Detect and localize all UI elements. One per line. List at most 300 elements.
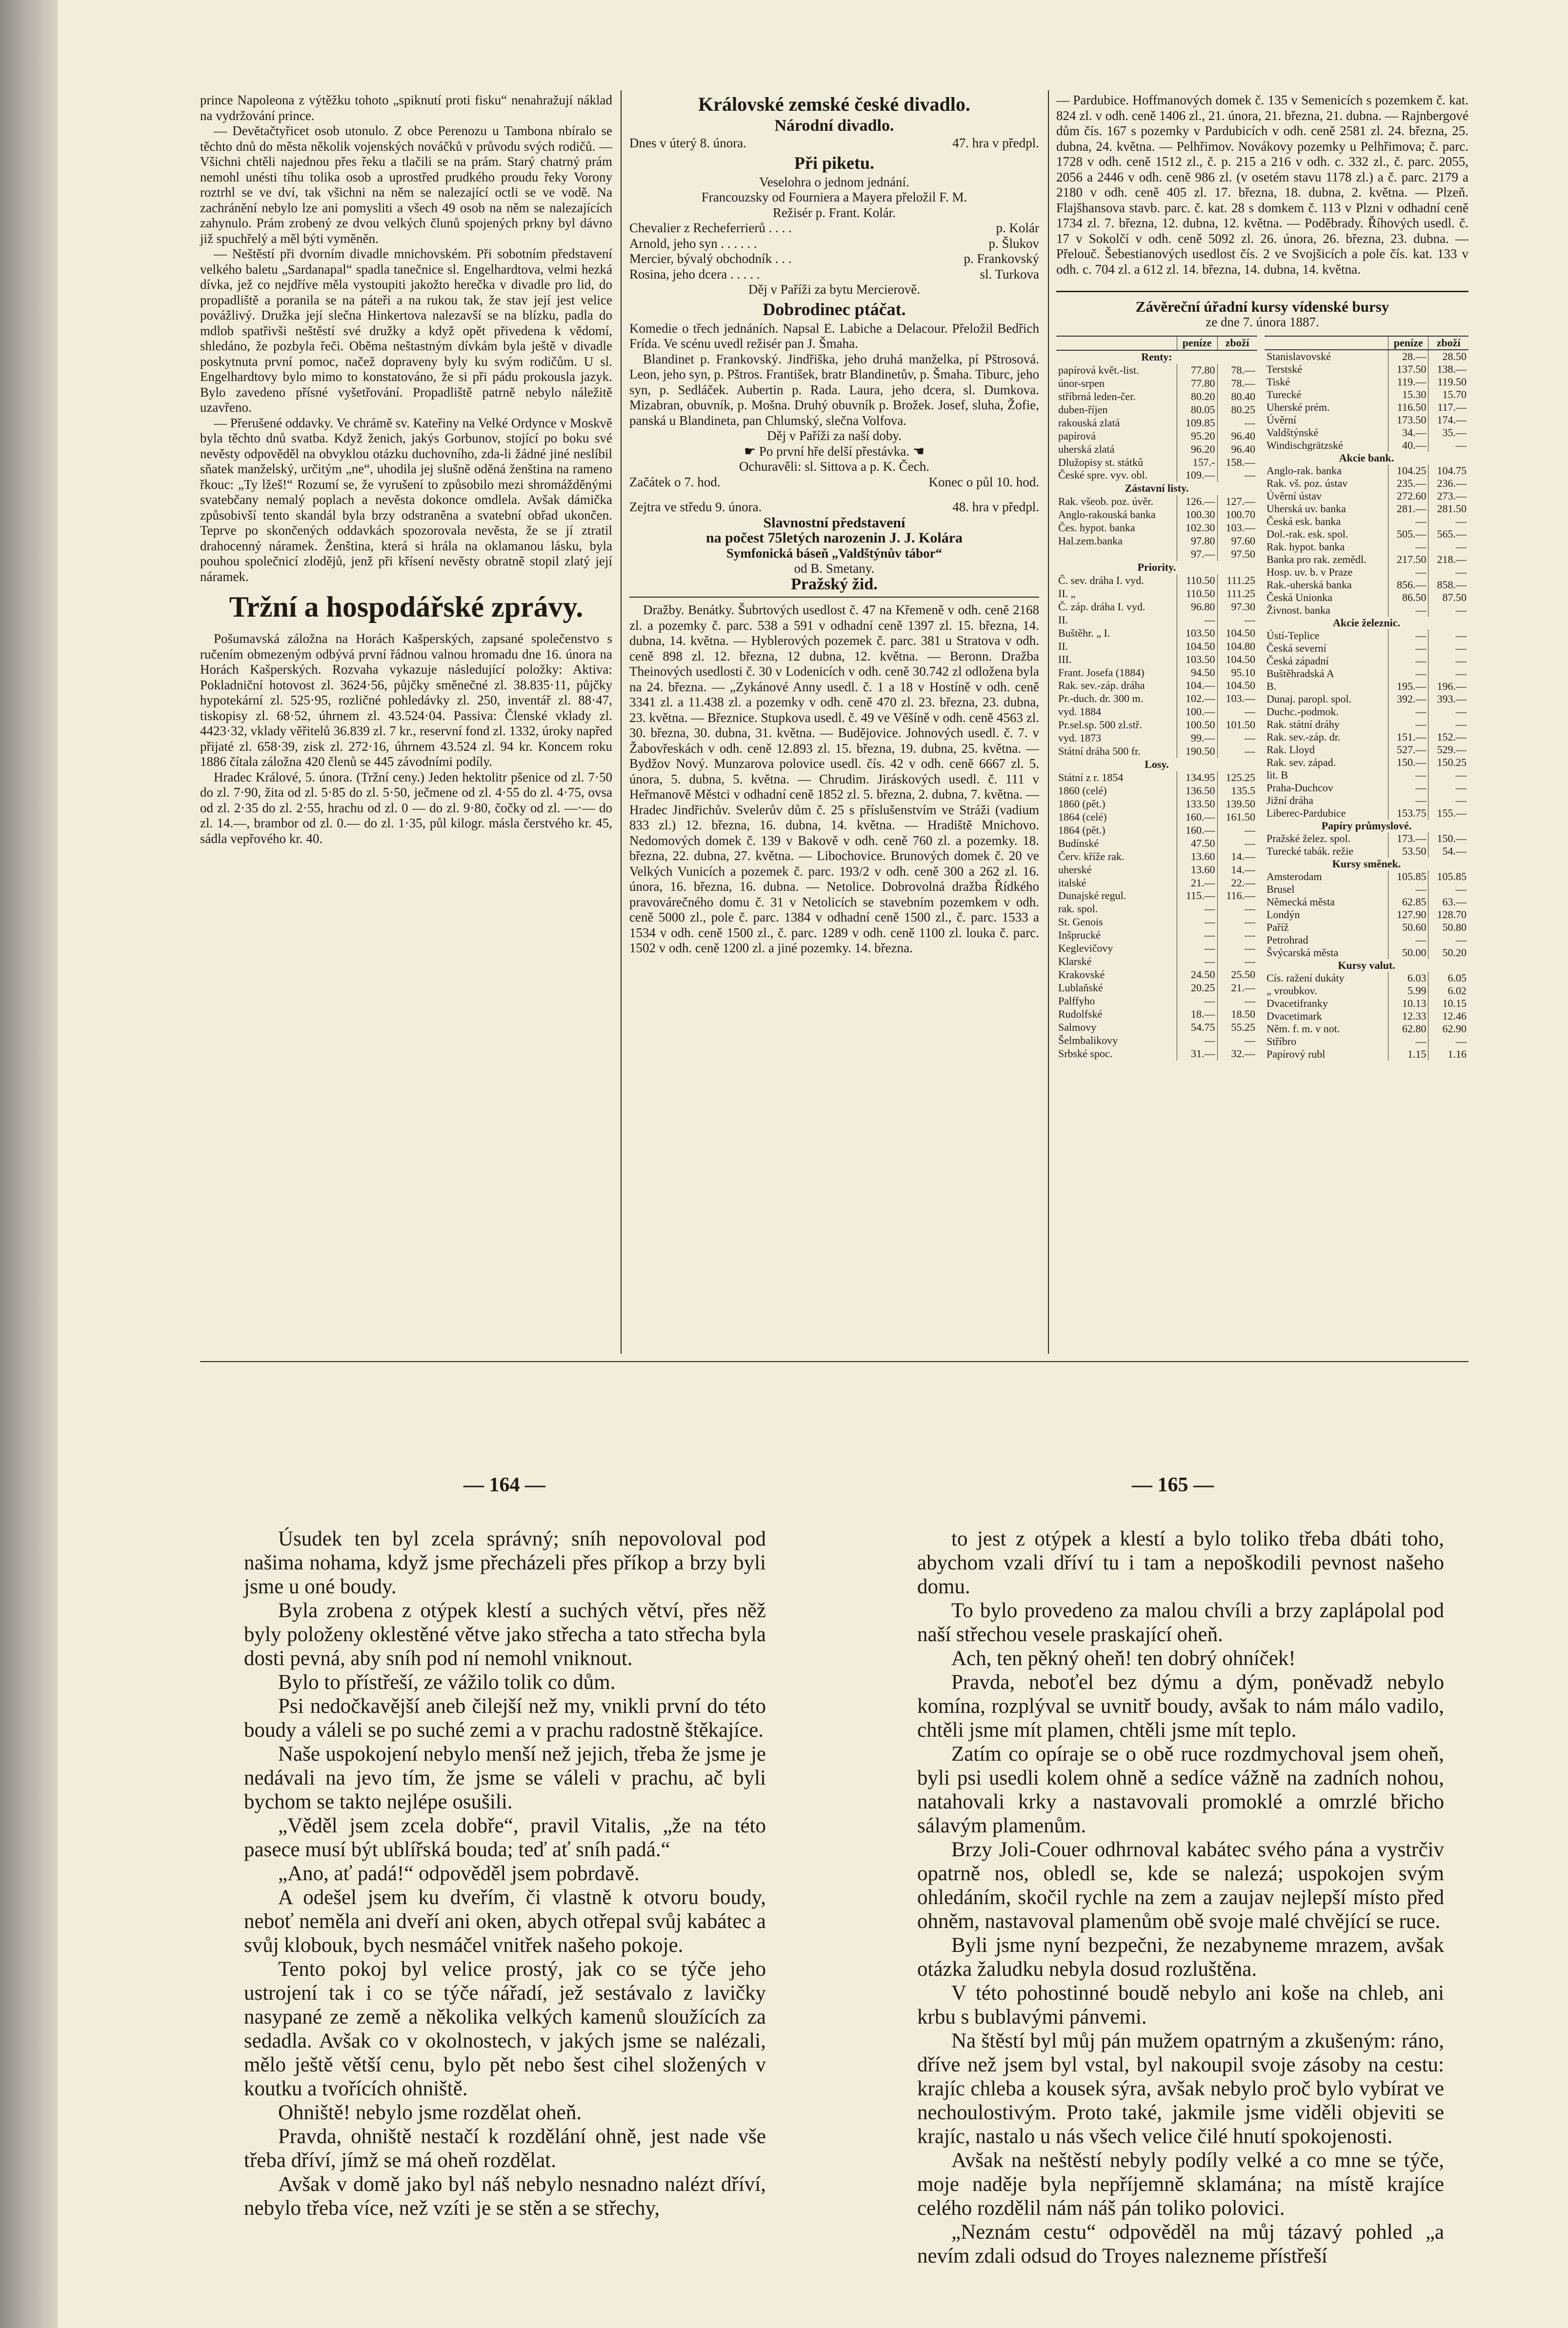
page-number-right: — 165 —: [1132, 1474, 1214, 1496]
book-paragraph: „Věděl jsem zcela dobře“, pravil Vitalis, „že na této pasece musí být ublířská bouda; teď ať sníh padá.“: [244, 1814, 766, 1861]
book-paragraph: Avšak v domě jako byl náš nebylo nesnadno nalézt dříví, nebylo třeba více, než vzíti je se stěn a se střechy,: [244, 2173, 766, 2220]
bourse-group-heading: Kursy směnek.: [1332, 858, 1401, 870]
book-paragraph: Bylo to přístřeší, ze vážilo tolik co dům.: [278, 1671, 616, 1694]
bourse-row: [1265, 921, 1468, 934]
book-page-right: [917, 1527, 1444, 2268]
bourse-money: 109.—: [1177, 469, 1217, 482]
bourse-money: —: [1388, 769, 1428, 782]
bourse-row: [1056, 995, 1257, 1008]
bourse-row: [1265, 883, 1468, 896]
bourse-name: Rak. sev.-záp. dráha: [1058, 679, 1145, 692]
bourse-row: [1265, 908, 1468, 921]
bourse-row: [1056, 508, 1257, 522]
bourse-name: Něm. f. m. v not.: [1266, 1023, 1340, 1035]
bourse-name: Turecké: [1266, 388, 1302, 401]
bourse-goods: —: [1428, 566, 1468, 579]
bourse-name: Stanislavovské: [1266, 350, 1331, 362]
bourse-name: Lublaňské: [1058, 982, 1103, 994]
bourse-money: 103.50: [1177, 627, 1217, 640]
bourse-name: Uherská uv. banka: [1266, 502, 1346, 515]
bourse-row: [1265, 604, 1468, 617]
bourse-name: Anglo-rakouská banka: [1058, 508, 1156, 521]
bourse-name: Londýn: [1266, 908, 1300, 921]
bourse-goods: 138.—: [1428, 363, 1468, 376]
bourse-goods: 117.—: [1428, 401, 1468, 414]
bourse-name: Turecké tabák. režie: [1266, 845, 1354, 857]
bourse-row: [1056, 601, 1257, 614]
bourse-row: [1056, 955, 1257, 968]
bourse-name: duben-říjen: [1058, 403, 1108, 416]
bourse-name: Rak.-uherská banka: [1266, 579, 1352, 591]
bourse-row: [1265, 629, 1468, 642]
news-paragraph-2: — Neštěstí při dvorním divadle mnichovském. Při sobotním představení velkého baletu „Sardanapal“ spadla tanečnice sl. Engelhardtova, velmi hezká dívka, jež co nejdříve měla vystoupiti jakožto herečka v divadle pro lid, do propadliště a poranila se na páteři a na rukou tak, že stav její jest velice povážlivý. Družka její slečna Hinkertova nalezavší se na blízku, padla do mdlob spatřivši neštěstí své družky a když opět přivedena k vědomí, shledáno, že pozbyla řeči. Oběma neštastným dívkám byla ještě v divadle poskytnuta první pomoc, načež dopraveny byly ku svým rodičům. U sl. Engelhardtovy bylo mimo to konstatováno, že si při pádu prokousla jazyk. Bylo zavedeno přísné vyšetřování. Propadliště patrně nebylo náležitě uzavřeno.: [200, 246, 612, 415]
bourse-goods: 119.50: [1428, 376, 1468, 388]
bourse-row: [1056, 942, 1257, 955]
bourse-name: Tiské: [1266, 376, 1290, 388]
bourse-name: 1864 (pět.): [1058, 823, 1106, 836]
bourse-row: [1056, 390, 1257, 403]
bourse-row: [1265, 680, 1468, 693]
bourse-goods: 103.—: [1217, 692, 1257, 705]
bourse-goods: 80.25: [1217, 403, 1257, 417]
bourse-row: [1056, 982, 1257, 995]
play-2-title: Dobrodinec ptáčat.: [763, 299, 906, 319]
bourse-goods: 14.—: [1217, 863, 1257, 877]
header-goods: zboží: [1428, 336, 1468, 350]
bourse-money: 94.50: [1177, 666, 1217, 680]
intermission-text: Po první hře delší přestávka.: [759, 443, 910, 459]
bourse-goods: 54.—: [1428, 845, 1468, 858]
bourse-name: Krakovské: [1058, 968, 1105, 981]
news-paragraph-0: prince Napoleona z výtěžku tohoto „spiknutí proti fisku“ nenahražují náklad na vydržování prince.: [200, 93, 612, 123]
bourse-goods: —: [1217, 955, 1257, 968]
bourse-name: Papírový rubl: [1266, 1048, 1326, 1060]
bourse-goods: —: [1428, 1035, 1468, 1048]
bourse-name: Terstské: [1266, 363, 1302, 375]
bourse-name: 1860 (pět.): [1058, 797, 1106, 810]
bourse-name: Čes. hypot. banka: [1058, 522, 1135, 534]
festive-play: Pražský žid.: [791, 575, 878, 593]
bourse-row: [1265, 997, 1468, 1010]
bourse-row: [1056, 443, 1257, 456]
bourse-row: [1056, 640, 1257, 653]
bourse-goods: —: [1428, 541, 1468, 553]
festive-occasion: na počest 75letých narozenin J. J. Kolára: [705, 530, 963, 546]
play-1-title: Při piketu.: [794, 153, 874, 173]
bourse-name: Valdštýnské: [1266, 426, 1319, 439]
bourse-name: Dunaj. paropl. spol.: [1266, 693, 1352, 705]
book-paragraph: Úsudek ten byl zcela správný; sníh nepovoloval pod našima nohama, když jsme přecházeli přes příkop a brzy byli jsme u oné boudy.: [244, 1527, 766, 1598]
bourse-group-heading: Papíry průmyslové.: [1321, 820, 1412, 832]
bourse-money: 100.—: [1177, 705, 1217, 719]
bourse-goods: —: [1428, 629, 1468, 642]
bourse-goods: —: [1428, 718, 1468, 731]
market-section-title: Tržní a hospodářské zprávy.: [229, 591, 583, 623]
bourse-goods: 236.—: [1428, 477, 1468, 490]
bourse-row: [1265, 617, 1468, 629]
bourse-name: Brusel: [1266, 883, 1295, 895]
cast-row: [629, 236, 1039, 252]
bourse-row: [1265, 959, 1468, 972]
bourse-goods: 80.40: [1217, 390, 1257, 403]
bourse-row: [1265, 579, 1468, 591]
bourse-name: Šelmbalikovy: [1058, 1034, 1118, 1046]
bourse-money: 160.—: [1177, 824, 1217, 837]
column-divider-1: [621, 90, 622, 1354]
bourse-goods: 196.—: [1428, 680, 1468, 693]
bourse-money: —: [1388, 718, 1428, 731]
bourse-goods: 62.90: [1428, 1023, 1468, 1035]
bourse-goods: —: [1217, 929, 1257, 942]
bourse-goods: —: [1428, 604, 1468, 617]
bourse-goods: —: [1428, 769, 1468, 782]
bourse-money: 235.—: [1388, 477, 1428, 490]
column-news: [200, 93, 612, 846]
bourse-row: [1265, 832, 1468, 845]
cast-actor: p. Frankovský: [964, 251, 1039, 266]
bourse-row: [1265, 553, 1468, 566]
bourse-goods: 128.70: [1428, 908, 1468, 921]
bourse-money: 157.-: [1177, 456, 1217, 469]
bourse-goods: 14.—: [1217, 850, 1257, 863]
bourse-money: 104.—: [1177, 679, 1217, 692]
bourse-goods: 10.15: [1428, 997, 1468, 1010]
bourse-money: —: [1388, 515, 1428, 528]
bourse-goods: 111.25: [1217, 574, 1257, 587]
bourse-row: [1056, 1021, 1257, 1034]
bourse-name: Rak. sev.-záp. dr.: [1266, 731, 1341, 743]
auctions-paragraph: Dražby. Benátky. Šubrtových usedlost č. 47 na Křemeně v odh. ceně 2168 zl. a pozemky č. parc. 538 a 591 v odhadní ceně 1397 zl. 15. března, 14. dubna, 14. května. — Hyblerových pozemek č. parc. 381 u Stratova v odh. ceně 898 zl. 12. března, 12 dubna, 12. května. — Beronn. Dražba Theinových usedlosti č. 30 v Lodenicích v odh. ceně 30.742 zl odložena byla na 24. března. — „Zykánové Anny usedl. č. 1 a 18 v Hostíně v odh. ceně 3341 zl. a 11.438 zl. a pozemky v odh. ceně 470 zl. 23. března, 23. dubna, 23. května. — Březnice. Stupkova usedl. č. 49 ve Věšíně v odh. ceně 4563 zl. 30. března, 30. dubna, 31. května. — Budějovice. Johnových usedl. č. 7. v Žabovřeskách v odh. ceně 12.893 zl. 15. března, 19. dubna, 25. května. — Bydžov Nový. Munzarova polovice usedl. čís. 42 v odh. ceně 6667 zl. 5. února, 5. dubna, 5. května. — Chrudim. Jiráskových usedl. č. 111 v Heřmanově Městci v odhadní ceně 1852 zl. 5. března, 2. dubna, 7. května. — Hradec Jindřichův. Svelerův dům č. 25 s příslušenstvím ve Stráži (vadium 833 zl.) 12. března, 16. dubna, 14. května. — Hradiště Mnichovo. Nedomových domek č. 139 v Bakově v odh. ceně 760 zl. a pozemky. 18. března, 22. dubna, 27. května. — Libochovice. Brunových domek č. 20 ve Velkých Vunicích a pozemek č. parc. 193/2 v odh. ceně 300 a 262 zl. 16. února, 16. března, 16. dubna. — Netolice. Dobrovolná dražba Řídkého pravovárečného domu č. 31 v Netolicích se stavebním pozemkem v odh. ceně 5000 zl., pole č. parc. 1384 v odhadní ceně 1500 zl., č. parc. 1533 a 1534 v odh. ceně 1500 zl., č. parc. 1289 v odh. ceně 1100 zl. louka č. parc. 1502 v odh. ceně 1200 zl. a jiné pozemky. 14. března.: [629, 602, 1039, 955]
bourse-goods: 12.46: [1428, 1010, 1468, 1023]
bourse-money: 104.25: [1388, 464, 1428, 477]
bourse-goods: 111.25: [1217, 587, 1257, 601]
bourse-name: Stříbro: [1266, 1035, 1297, 1047]
book-binding-shadow: [0, 0, 58, 2328]
bourse-row: [1056, 495, 1257, 508]
bourse-goods: 273.—: [1428, 490, 1468, 502]
bourse-row: [1265, 870, 1468, 883]
bourse-money: 86.50: [1388, 591, 1428, 604]
bourse-money: 137.50: [1388, 363, 1428, 376]
bourse-goods: —: [1428, 794, 1468, 807]
bourse-row: [1265, 528, 1468, 541]
bourse-group-heading: Kursy valut.: [1338, 959, 1395, 971]
bourse-name: „ vroubkov.: [1266, 984, 1317, 997]
bourse-name: Buštěhradská A: [1266, 667, 1334, 680]
bourse-name: Klarské: [1058, 955, 1092, 968]
bourse-money: 392.—: [1388, 693, 1428, 705]
bourse-money: —: [1177, 916, 1217, 929]
bourse-tables: [1056, 336, 1468, 1061]
bourse-name: stříbrná leden-čer.: [1058, 390, 1136, 402]
bourse-row: [1056, 666, 1257, 680]
bourse-goods: 139.50: [1217, 798, 1257, 811]
performance-1-number: 47. hra v předpl.: [952, 136, 1039, 150]
bourse-row: [1056, 771, 1257, 784]
bourse-name: 1864 (celé): [1058, 810, 1107, 823]
book-paragraph: Tento pokoj byl velice prostý, jak co se týče jeho ustrojení tak i co se týče nářadí, jež sestávalo z lavičky nasypané ze země a několika velkých kamenů sloužících za sedadla. Avšak co v okolnostech, v jakých jsme se nalézali, mělo ještě větší cenu, bylo pět nebo šest cihel složených v koutku a tvořících ohniště.: [244, 1958, 766, 2100]
bourse-row: [1056, 482, 1257, 495]
bourse-money: —: [1388, 794, 1428, 807]
bourse-row: [1056, 745, 1257, 758]
bourse-row: [1265, 502, 1468, 515]
bourse-goods: —: [1428, 642, 1468, 655]
bourse-name: Česká západní: [1266, 655, 1329, 667]
play-1-genre: Veselohra o jednom jednání.: [759, 174, 909, 189]
bourse-goods: —: [1217, 469, 1257, 482]
bourse-money: —: [1177, 903, 1217, 916]
bourse-name: Česká severní: [1266, 642, 1327, 654]
bourse-row: [1265, 718, 1468, 731]
bourse-goods: 104.50: [1217, 627, 1257, 640]
bourse-goods: 63.—: [1428, 896, 1468, 908]
bourse-money: —: [1388, 655, 1428, 667]
bourse-row: [1265, 490, 1468, 502]
bourse-money: 127.90: [1388, 908, 1428, 921]
bourse-row: [1056, 561, 1257, 574]
cast-actor: sl. Turkova: [980, 266, 1039, 281]
play-2-description: Komedie o třech jednáních. Napsal E. Labiche a Delacour. Přeložil Bedřich Frída. Ve scénu uvedl režisér pan J. Šmaha.: [629, 321, 1039, 351]
bourse-row: [1056, 614, 1257, 627]
bourse-money: —: [1388, 934, 1428, 946]
bourse-goods: —: [1428, 655, 1468, 667]
bourse-row: [1056, 968, 1257, 982]
pointing-hand-icon: ☛: [744, 443, 759, 459]
bourse-goods: 104.50: [1217, 653, 1257, 666]
bourse-money: —: [1177, 955, 1217, 968]
cast-role: Rosina, jeho dcera . . . . .: [629, 266, 760, 281]
performance-2-line: [629, 500, 1039, 515]
bourse-money: 18.—: [1177, 1008, 1217, 1021]
bourse-name: Hal.zem.banka: [1058, 535, 1123, 547]
bourse-row: [1056, 811, 1257, 824]
bourse-goods: —: [1217, 705, 1257, 719]
bourse-money: —: [1177, 995, 1217, 1008]
bourse-money: 505.—: [1388, 528, 1428, 541]
bourse-name: vyd. 1884: [1058, 705, 1101, 718]
bourse-goods: 32.—: [1217, 1047, 1257, 1061]
bourse-row: [1265, 477, 1468, 490]
bourse-name: B.: [1266, 680, 1277, 692]
bourse-name: [1056, 548, 1177, 561]
bourse-money: 6.03: [1388, 972, 1428, 984]
bourse-name: Úvěrní: [1266, 414, 1297, 426]
bourse-row: [1265, 794, 1468, 807]
bourse-money: 133.50: [1177, 798, 1217, 811]
bourse-name: Jižní dráha: [1266, 794, 1313, 806]
bourse-money: —: [1388, 566, 1428, 579]
bourse-row: [1265, 363, 1468, 376]
page-number-left: — 164 —: [463, 1474, 545, 1496]
bourse-row: [1265, 388, 1468, 401]
bourse-row: [1265, 769, 1468, 782]
header-money: peníze: [1177, 336, 1217, 350]
bourse-money: 97.—: [1177, 548, 1217, 561]
bourse-money: 102.30: [1177, 522, 1217, 535]
bourse-money: —: [1177, 929, 1217, 942]
bourse-name: Rak. hypot. banka: [1266, 541, 1345, 553]
book-paragraph: V této pohostinné boudě nebylo ani koše na chleb, ani krbu s bublavými pánvemi.: [917, 1982, 1444, 2028]
bourse-money: —: [1388, 1035, 1428, 1048]
cast-role: Arnold, jeho syn . . . . . .: [629, 236, 757, 251]
bourse-name: Petrohrad: [1266, 934, 1308, 946]
bourse-row: [1265, 667, 1468, 680]
book-paragraph: Ohniště! nebylo jsme rozdělat oheň.: [278, 2101, 582, 2124]
bourse-row: [1056, 548, 1257, 561]
bourse-money: 77.80: [1177, 364, 1217, 377]
bourse-name: Salmovy: [1058, 1021, 1097, 1033]
bourse-row: [1056, 863, 1257, 877]
book-paragraph: Byla zrobena z otýpek klestí a suchých větví, přes něž byly položeny oklestěné větve jako střecha a tato střecha byla dosti pevná, aby sníh pod ní nemohl vniknout.: [244, 1599, 766, 1670]
bourse-money: —: [1177, 942, 1217, 955]
bourse-money: 96.80: [1177, 601, 1217, 614]
bourse-group-heading: Renty:: [1141, 351, 1172, 363]
bourse-row: [1265, 896, 1468, 908]
bourse-row: [1056, 850, 1257, 863]
bourse-money: —: [1388, 629, 1428, 642]
pointing-hand-icon: ☚: [909, 443, 925, 459]
bourse-goods: 135.5: [1217, 784, 1257, 798]
bourse-goods: —: [1428, 782, 1468, 794]
bourse-name: Anglo-rak. banka: [1266, 464, 1342, 477]
bourse-money: 100.50: [1177, 719, 1217, 732]
bourse-money: 1.15: [1388, 1048, 1428, 1061]
bourse-group-heading: Akcie železnic.: [1332, 617, 1401, 629]
book-paragraph: Naše uspokojení nebylo menší než jejich, třeba že jsme je nedávali na jevo tím, že jsme se váleli v prachu, ač byli bychom se takto nejlépe osušili.: [244, 1743, 766, 1813]
market-paragraph-1: Hradec Králové, 5. února. (Tržní ceny.) Jeden hektolitr pšenice od zl. 7·50 do zl. 7·90, žita od zl. 5·85 do zl. 5·50, ječmene od zl. 4·55 do zl. 4·75, ovsa od zl. 2·35 do zl. 2·55, hrachu od zl. 0 — do zl. 9·80, čočky od zl. —·— do zl. 14.—, brambor od zl. 0.— do zl. 1·35, půl kilogr. másla čerstvého kr. 45, sádla vepřového kr. 40.: [200, 769, 612, 846]
bourse-name: rak. spol.: [1058, 903, 1098, 915]
cast-role: Mercier, bývalý obchodník . . .: [629, 251, 792, 266]
bourse-name: České spre. vyv. obl.: [1058, 469, 1148, 482]
bourse-name: Dlužopisy st. státků: [1058, 456, 1144, 468]
bourse-goods: 393.—: [1428, 693, 1468, 705]
bourse-goods: 858.—: [1428, 579, 1468, 591]
bourse-money: —: [1177, 614, 1217, 627]
bourse-money: 62.80: [1388, 1023, 1428, 1035]
auctions-continued: — Pardubice. Hoffmanových domek č. 135 v Semenicích s pozemkem č. kat. 824 zl. v odh. ceně 1406 zl., 21. února, 21. března, 21. dubna. — Rajnbergové dům čís. 167 s pozemky v Pardubicích v odh. ceně 2581 zl. 24. března, 25. dubna, 24. května. — Pelhřimov. Novákovy pozemky u Pelhřimova; č. parc. 1728 v odh. ceně 1512 zl., č. p. 215 a 216 v odh. c. 332 zl., č. parc. 2055, 2056 a 2446 v odh. ceně 986 zl. (v osetém stavu 1178 zl.) a č. parc. 2179 a 2180 v odh. ceně 405 zl. 17. března, 18. dubna, 2. května. — Plzeň. Flajšhansova stavb. parc. č. kat. 28 s domkem č. 113 v Plzni v odhadní ceně 1734 zl. 7. března, 12. dubna, 12. května. — Poděbrady. Říhových usedl. č. 17 v Sokolčí v odh. ceně 5092 zl. 26. února, 26. března, 23. dubna. — Přelouč. Šebestianových usedlost čís. 2 ve Svojšicích a pole čís. kat. 133 v odh. c. 704 zl. a 612 zl. 14. března, 14. dubna, 14. května.: [1056, 93, 1468, 277]
bourse-name: Rak. všeob. poz. úvěr.: [1058, 495, 1153, 508]
bourse-name: Č. sev. dráha I. vyd.: [1058, 574, 1144, 586]
bourse-goods: 100.70: [1217, 508, 1257, 522]
bourse-money: —: [1388, 667, 1428, 680]
bourse-row: [1056, 627, 1257, 640]
bourse-goods: 104.75: [1428, 464, 1468, 477]
cast-actor: p. Šlukov: [988, 236, 1039, 251]
bourse-money: 105.85: [1388, 870, 1428, 883]
bourse-name: Státní z r. 1854: [1058, 771, 1124, 784]
bourse-name: Pr.-duch. dr. 300 m.: [1058, 692, 1144, 705]
bourse-row: [1056, 824, 1257, 837]
bourse-name: Pr.sel.sp. 500 zl.stř.: [1058, 719, 1142, 731]
bourse-row: [1265, 401, 1468, 414]
bourse-name: Keglevičovy: [1058, 942, 1113, 955]
bourse-name: Rak. státní dráhy: [1266, 718, 1340, 730]
performance-2-number: 48. hra v předpl.: [952, 500, 1039, 514]
theatre-title: Královské zemské české divadlo.: [698, 93, 970, 115]
bourse-row: [1265, 731, 1468, 743]
bourse-table-left: [1056, 336, 1257, 1061]
bourse-goods: 25.50: [1217, 968, 1257, 982]
bourse-goods: 78.—: [1217, 377, 1257, 390]
bourse-name: Dol.-rak. esk. spol.: [1266, 528, 1348, 540]
bourse-name: Budínské: [1058, 837, 1099, 849]
bourse-goods: 21.—: [1217, 982, 1257, 995]
bourse-money: —: [1388, 782, 1428, 794]
bourse-row: [1056, 719, 1257, 732]
bourse-name: Č. záp. dráha I. vyd.: [1058, 600, 1146, 613]
bourse-name: papírová: [1058, 429, 1096, 442]
bourse-row: [1265, 693, 1468, 705]
bourse-row: [1265, 591, 1468, 604]
bourse-name: St. Genois: [1058, 916, 1103, 928]
bourse-money: 134.95: [1177, 771, 1217, 784]
market-paragraph-0: Pošumavská záložna na Horách Kašperských, zapsané společenstvo s ručením obmezeným odbývá první řádnou valnou hromadu dne 16. února na Horách Kašperských. Rozvaha vykazuje následující položky: Aktiva: Pokladniční hotovost zl. 3624·56, půjčky směnečné zl. 38.835·11, půjčky hypotekární zl. 525·95, rozličné pohledávky zl. 250, inventář zl. 88·47, tiskopisy zl. 68·52, úhrnem zl. 43.524·04. Passiva: Členské vklady zl. 4423·32, vklady věřitelů 36.839 zl. 7 kr., reservní fond zl. 1332, úroky napřed přijaté zl. 658·39, zisk zl. 272·16, úhrnem 43.524 zl. 94 kr. Koncem roku 1886 čítala záložna 420 členů se 445 závodními podíly.: [200, 631, 612, 769]
play-1-director: Režisér p. Frant. Kolár.: [773, 205, 896, 220]
bourse-money: 20.25: [1177, 982, 1217, 995]
bourse-title: Závěreční úřadní kursy vídenské bursy: [1135, 298, 1389, 315]
intermission-note: [629, 444, 1039, 460]
bourse-row: [1265, 756, 1468, 769]
cast-role: Chevalier z Recheferrierů . . . .: [629, 221, 792, 235]
bourse-money: 110.50: [1177, 574, 1217, 587]
book-paragraph: Brzy Joli-Couer odhrnoval kabátec svého pána a vystrčiv opatrně nos, obledl se, kde se nalezá; uspokojen svým ohledáním, skočil rychle na zem a zaujav nejlepší místo před ohněm, nastavoval plamenům obě svoje malé chvějící se ruce.: [917, 1838, 1444, 1933]
bourse-name: Srbské spoc.: [1058, 1047, 1113, 1060]
bourse-name: Německá města: [1266, 896, 1335, 908]
bourse-goods: 1.16: [1428, 1048, 1468, 1061]
bourse-goods: 116.—: [1217, 889, 1257, 903]
bourse-row: [1056, 705, 1257, 719]
bourse-row: [1265, 946, 1468, 959]
bourse-money: —: [1388, 541, 1428, 553]
theatre-national: Národní divadlo.: [774, 117, 894, 135]
cast-row: [629, 267, 1039, 282]
bourse-row: [1265, 642, 1468, 655]
bourse-row: [1056, 587, 1257, 601]
play-1-scene: Děj v Paříži za bytu Mercierově.: [748, 282, 921, 297]
bourse-name: Ústí-Teplice: [1266, 629, 1320, 642]
bourse-money: 99.—: [1177, 732, 1217, 745]
bourse-goods: 150.25: [1428, 756, 1468, 769]
bourse-goods: 152.—: [1428, 731, 1468, 743]
bourse-goods: 158.—: [1217, 456, 1257, 469]
bourse-name: Státní dráha 500 fr.: [1058, 745, 1141, 758]
book-paragraph: Pravda, ohniště nestačí k rozdělání ohně, jest nade vše třeba dříví, jímž se má oheň rozdělat.: [244, 2125, 766, 2172]
bourse-name: uherská zlatá: [1058, 442, 1115, 455]
bourse-row: [1265, 858, 1468, 870]
column-theatre: [629, 93, 1039, 956]
bourse-goods: —: [1428, 934, 1468, 946]
bourse-row: [1265, 782, 1468, 794]
bourse-goods: —: [1217, 745, 1257, 758]
bourse-goods: 150.—: [1428, 832, 1468, 845]
bourse-name: Cís. ražení dukáty: [1266, 972, 1345, 984]
bourse-row: [1056, 679, 1257, 692]
bourse-name: Červ. kříže rak.: [1058, 850, 1125, 863]
bourse-name: Frant. Josefa (1884): [1058, 666, 1145, 679]
bourse-name: II. „: [1058, 587, 1076, 600]
bourse-name: Windischgrätzské: [1266, 439, 1343, 451]
bourse-goods: 565.—: [1428, 528, 1468, 541]
header-goods: zboží: [1217, 336, 1257, 350]
bourse-name: III.: [1058, 653, 1072, 665]
bourse-goods: —: [1217, 417, 1257, 430]
bourse-goods: —: [1428, 439, 1468, 452]
bourse-money: 50.60: [1388, 921, 1428, 934]
news-paragraph-3: — Přerušené oddavky. Ve chrámě sv. Kateřiny na Velké Ordynce v Moskvě byla těchto dnů svatba. Když ženich, jakýs Gorbunov, stojící po boku své nevěsty odpověděl na obvyklou otázku duchovního, zda-li žádné jiné neslíbil sňatek manželský, určitým „ne“, uhodila jej slušně oděná ženština na rameno řkouc: „Ty lžeš!“ Rozumí se, že vyrušení to způsobilo mezi shromážděnými svatebčany nemalý poplach a nevěsta dokonce omdlela. Avšak dámička způsobivší tento skandál byla brzy odstraněna a svatební obřad ukončen. Teprve po skončených oddavkách spozorovala nevěsta, že se jí ztratil drahocenný náramek. Ženština, která si hrála na oklamanou lásku, byla pouhou společnicí zlodějů, jenž při křísení nevěsty obratně stopil zlatý její náramek.: [200, 415, 612, 584]
bourse-money: 12.33: [1388, 1010, 1428, 1023]
bourse-money: —: [1388, 705, 1428, 718]
cast-row: [629, 221, 1039, 236]
